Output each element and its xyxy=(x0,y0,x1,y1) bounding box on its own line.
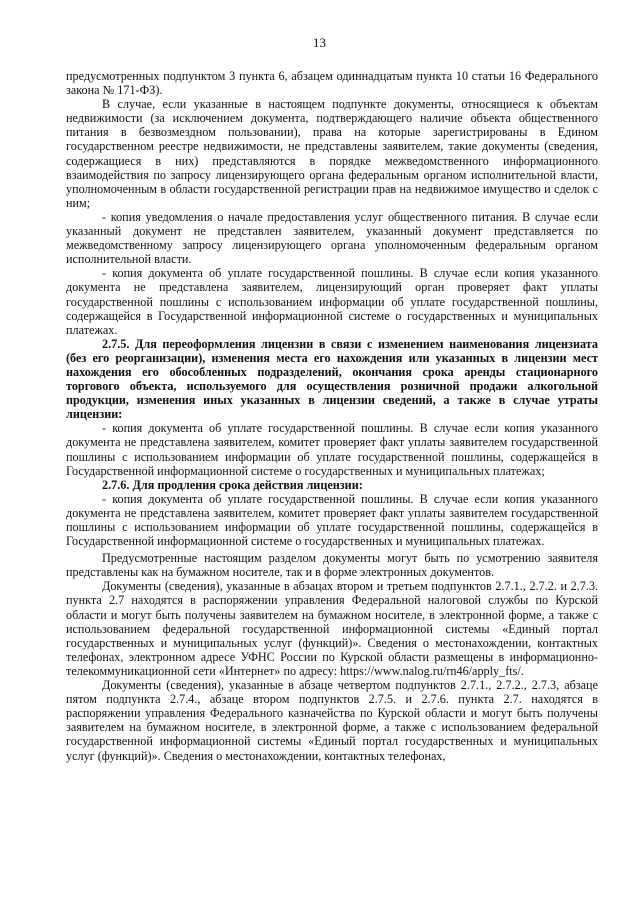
paragraph-state-fee-copy: - копия документа об уплате государственной пошлины. В случае если копия указанного документа не представлена заявителем, лицензирующий орган проверяет факт уплаты государственной пошлины с использованием информации об уплате государственной пошлины, содержащейся в Государственной информационной системе о государственных и муниципальных платежах. xyxy=(66,266,598,337)
paragraph-state-fee-copy-2-7-6: - копия документа об уплате государственной пошлины. В случае если копия указанного документа не представлена заявителем, комитет проверяет факт уплаты заявителем государственной пошлины с использованием информации об уплате государственной пошлины, содержащейся в Государственной информационной системе о государственных и муниципальных платежах. xyxy=(66,491,598,549)
section-heading-2-7-5: 2.7.5. Для переоформления лицензии в связи с изменением наименования лицензиата (без его реорганизации), изменения места его нахождения или указанных в лицензии мест нахождения его обособленных подразделений, окончания срока аренды стационарного торгового объекта, используемого для осуществления розничной продажи алкогольной продукции, изменения иных указанных в лицензии сведений, а также в случае утраты лицензии: xyxy=(66,336,598,422)
paragraph-catering-notice: - копия уведомления о начале предоставления услуг общественного питания. В случае если указанный документ не представлен заявителем, указанный документ представляется по межведомственному запросу лицензирующего органа уполномоченным федеральным органом исполнительной власти. xyxy=(66,209,598,267)
paragraph-tax-service-documents: Документы (сведения), указанные в абзацах втором и третьем подпунктов 2.7.1., 2.7.2. и 2.7.3. пункта 2.7 находятся в распоряжении управления Федеральной налоговой службы по Курской области и могут быть получены заявителем на бумажном носителе, в электронной форме, а также с использованием федеральной государственной информационной системы «Единый портал государственных и муниципальных услуг (функций)». Сведения о местонахождении, контактных телефонах, электронном адресе УФНС России по Курской области размещены в информационно-телекоммуникационной сети «Интернет» по адресу: https://www.nalog.ru/rn46/apply_fts/. xyxy=(66,579,598,678)
paragraph-continuation: предусмотренных подпунктом 3 пункта 6, абзацем одиннадцатым пункта 10 статьи 16 Федерального закона № 171-ФЗ). xyxy=(66,69,598,98)
section-heading-2-7-6: 2.7.6. Для продления срока действия лицензии: xyxy=(102,477,363,492)
paragraph-state-fee-copy-2-7-5: - копия документа об уплате государственной пошлины. В случае если копия указанного документа не представлена заявителем, комитет проверяет факт уплаты заявителем государственной пошлины с использованием информации об уплате государственной пошлины, содержащейся в Государственной информационной системе о государственных и муниципальных платежах; xyxy=(66,421,598,478)
document-body xyxy=(66,69,598,763)
page-number: 13 xyxy=(313,35,326,50)
paragraph-document-forms: Предусмотренные настоящим разделом документы могут быть по усмотрению заявителя представлены как на бумажном носителе, так и в форме электронных документов. xyxy=(66,551,598,580)
paragraph-treasury-documents: Документы (сведения), указанные в абзаце четвертом подпунктов 2.7.1., 2.7.2., 2.7.3, абзаце пятом подпункта 2.7.4., абзаце втором подпунктов 2.7.5. и 2.7.6. пункта 2.7. находятся в распоряжении управления Федерального казначейства по Курской области и могут быть получены заявителем на бумажном носителе, в электронной форме, а также с использованием федеральной государственной информационной системы «Единый портал государственных и муниципальных услуг (функций)». Сведения о местонахождении, контактных телефонах, xyxy=(66,678,598,763)
paragraph-property-documents: В случае, если указанные в настоящем подпункте документы, относящиеся к объектам недвижимости (за исключением документа, подтверждающего наличие объекта общественного питания в безвозмездном пользовании), права на которые зарегистрированы в Едином государственном реестре недвижимости, не представлены заявителем, такие документы (сведения, содержащиеся в них) представляются в порядке межведомственного информационного взаимодействия по запросу лицензирующего органа федеральным органом исполнительной власти, уполномоченным в области государственной регистрации прав на недвижимое имущество и сделок с ним; xyxy=(66,97,598,210)
